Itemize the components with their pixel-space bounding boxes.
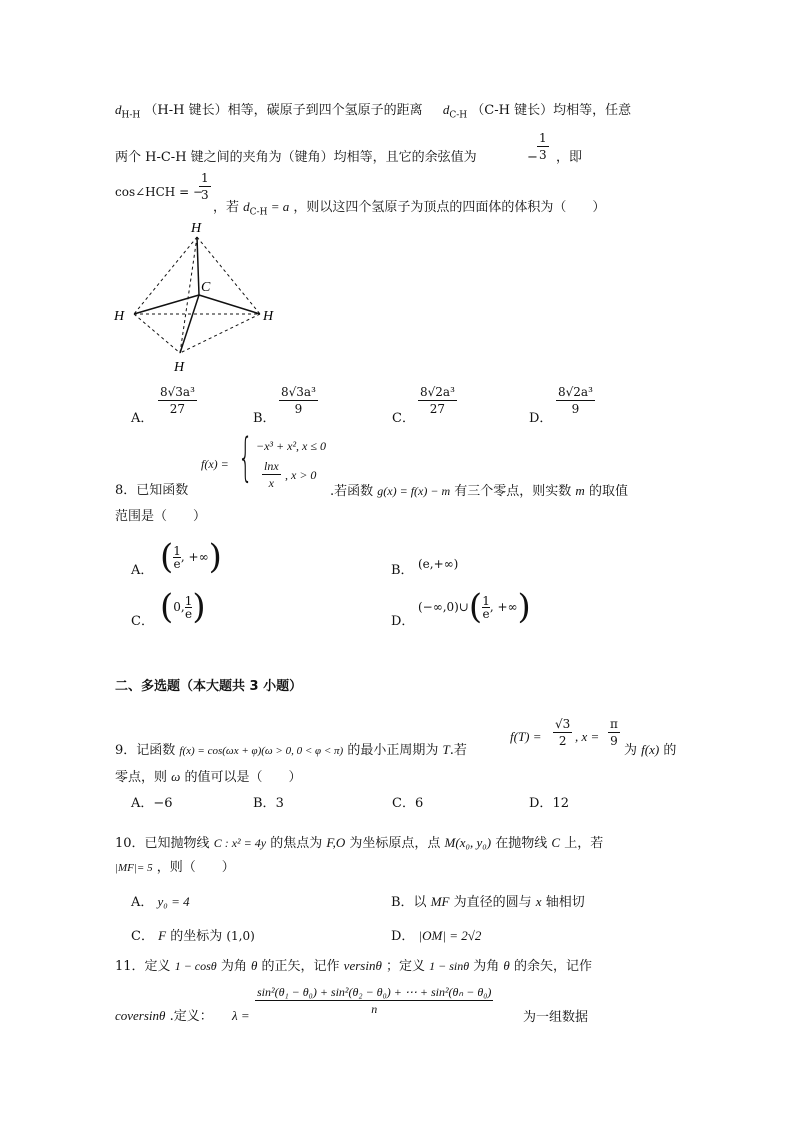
- section-heading: 二、多选题（本大题共 3 小题）: [115, 679, 303, 694]
- d-hh-symbol: d: [115, 102, 122, 117]
- q9-xeq: , x =: [575, 729, 600, 744]
- label-h-left: H: [114, 309, 125, 324]
- q7-option-b[interactable]: B．: [253, 411, 276, 426]
- q10-option-a[interactable]: A． y₀ = 4: [131, 894, 190, 910]
- lambda-label: λ =: [232, 1008, 250, 1023]
- q8-line2: 范围是（ ）: [115, 509, 207, 524]
- q10-option-d[interactable]: D． |OM| = 2√2: [391, 928, 482, 944]
- q8-option-c[interactable]: C．: [131, 614, 154, 629]
- label-h-right: H: [263, 309, 274, 324]
- q9-line1-end: 为 f(x) 的: [624, 742, 677, 758]
- q7-cos-fraction: $\frac{1}{3}$: [201, 171, 209, 202]
- q8-option-b-value: (e,+∞): [418, 557, 459, 571]
- q7-line3: ，若 $d_{C-H} = a$ ，则以这四个氢原子为顶点的四面体的体积为（ ）: [213, 199, 606, 218]
- q8-option-a-value: ( $\frac{1}{e}$ , +∞): [160, 537, 222, 577]
- q9-line1: 9．记函数 f(x) = cos(ωx + φ)(ω > 0, 0 < φ < π) 的最小正周期为 T.若: [115, 742, 467, 758]
- q9-option-b[interactable]: B．3: [253, 796, 284, 811]
- q7-option-a-value: $\frac{\text{8√3a³}}{27}$: [160, 385, 195, 416]
- q7-line2-end: ，即: [556, 150, 583, 165]
- q8-line1-rest: .若函数 g(x) = f(x) − m 有三个零点，则实数 m 的取值: [330, 483, 628, 499]
- q8-f-label: f(x) =: [201, 457, 229, 471]
- tetrahedron-figure: [110, 215, 285, 380]
- piecewise-brace: {: [238, 428, 253, 488]
- q11-line1: 11．定义 1 − cosθ 为角 θ 的正矢，记作 versinθ ；定义 1 − sinθ 为角 θ 的余矢，记作: [115, 958, 592, 974]
- d-ch-symbol: d: [442, 102, 450, 117]
- q10-option-b[interactable]: B．以 MF 为直径的圆与 x 轴相切: [391, 894, 585, 910]
- q8-case2-frac: $\frac{\ln x}{x}$: [264, 459, 279, 490]
- q8-case2-cond: , x > 0: [285, 468, 317, 482]
- q8-option-c-value: (0, $\frac{1}{e}$ ): [160, 587, 206, 627]
- q11-line2-end: 为一组数据: [523, 1010, 589, 1025]
- q8-option-a[interactable]: A．: [131, 563, 154, 578]
- q9-line2: 零点，则 ω 的值可以是（ ）: [115, 769, 302, 785]
- q7-option-d-value: $\frac{\text{8√2a³}}{9}$: [558, 385, 593, 416]
- q11-line2: coversinθ .定义：: [115, 1008, 213, 1024]
- q7-option-c-value: $\frac{\text{8√2a³}}{27}$: [420, 385, 455, 416]
- label-c: C: [201, 280, 211, 295]
- q9-option-a[interactable]: A．−6: [131, 796, 173, 811]
- q9-option-c[interactable]: C．6: [392, 796, 424, 811]
- q8-option-b[interactable]: B．: [391, 563, 414, 578]
- q10-option-c[interactable]: C． F 的坐标为 (1,0): [131, 928, 255, 944]
- lambda-fraction: $\frac{\text{sin²(θ₁ − θ₀) + sin²(θ₂ − θ₀) + ⋯ + sin²(θₙ − θ₀)}}{n}$: [257, 985, 492, 1016]
- q7-option-a[interactable]: A．: [131, 411, 154, 426]
- q9-fT: f(T) =: [510, 729, 542, 744]
- q7-line2: 两个 H-C-H 键之间的夹角为（键角）均相等，且它的余弦值为: [115, 150, 477, 165]
- q7-line2-minus: −: [527, 150, 538, 165]
- q7-option-b-value: $\frac{\text{8√3a³}}{9}$: [281, 385, 316, 416]
- q8-prefix: 8．已知函数: [115, 483, 189, 498]
- cos-hch-label: cos∠HCH = −: [115, 185, 204, 199]
- label-h-bottom: H: [174, 360, 185, 375]
- q9-sqrt3-over-2: $\frac{√3}{2}$: [555, 717, 571, 748]
- q7-option-d[interactable]: D．: [529, 411, 553, 426]
- q10-line1: 10．已知抛物线 C : x² = 4y 的焦点为 F,O 为坐标原点，点 M(x₀, y₀) 在抛物线 C 上，若: [115, 835, 604, 851]
- q9-option-d[interactable]: D．12: [529, 796, 569, 811]
- q7-neg-third: $\frac{1}{3}$: [539, 131, 547, 162]
- label-h-top: H: [191, 221, 202, 236]
- q7-line1: $d_{H-H}$ （H-H 键长）相等，碳原子到四个氢原子的距离 $d_{C-H}$ （C-H 键长）均相等，任意: [115, 102, 632, 121]
- q7-option-c[interactable]: C．: [392, 411, 415, 426]
- q8-option-d-value: (−∞,0)∪( $\frac{1}{e}$ , +∞): [418, 587, 531, 627]
- q9-pi-over-9: $\frac{\pi}{9}$: [610, 717, 618, 748]
- q8-case1: −x³ + x², x ≤ 0: [256, 439, 326, 453]
- q8-option-d[interactable]: D．: [391, 614, 415, 629]
- q10-line2: |MF|= 5 ，则（ ）: [115, 860, 235, 875]
